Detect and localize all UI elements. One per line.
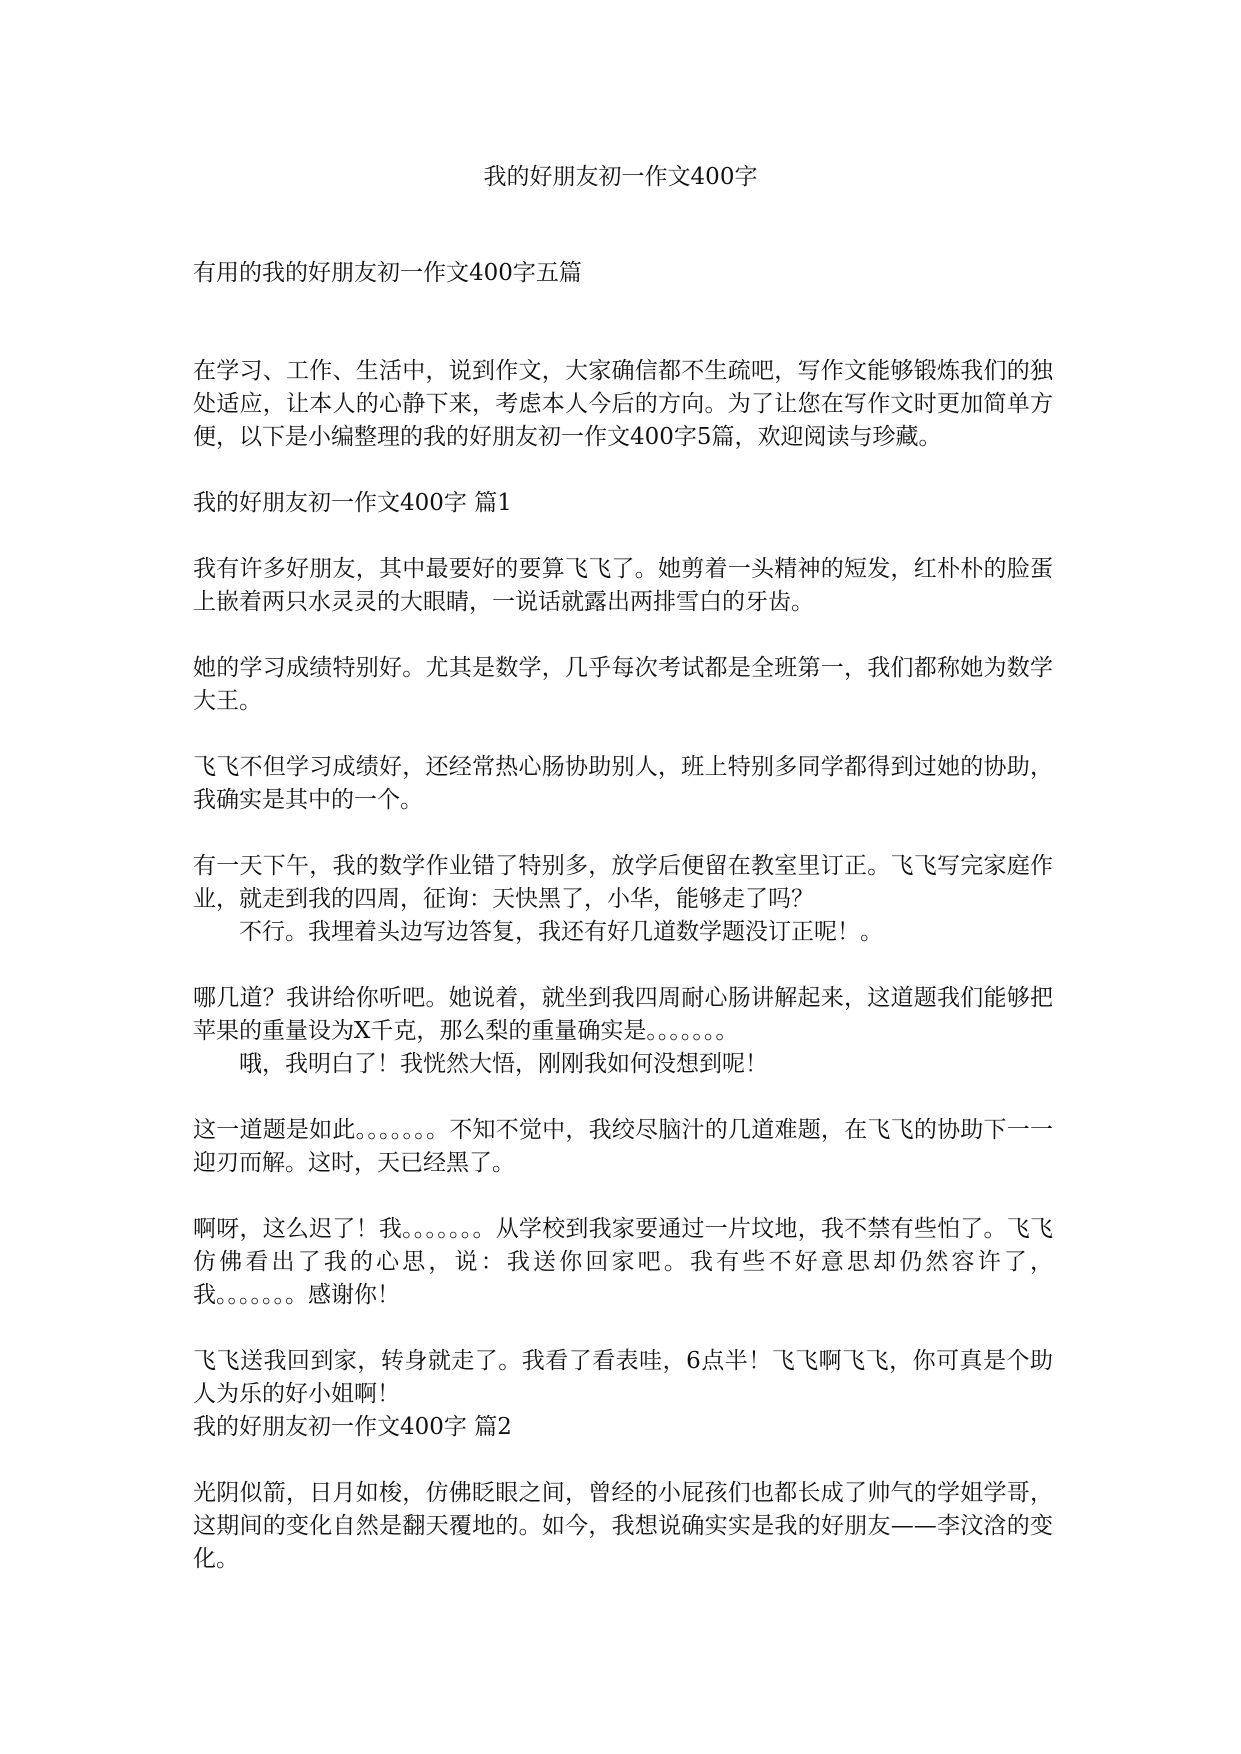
essay1-paragraph: 她的学习成绩特别好。尤其是数学，几乎每次考试都是全班第一，我们都称她为数学大王。: [193, 655, 1053, 714]
document-body: [193, 355, 1053, 1576]
document-subtitle: 有用的我的好朋友初一作文400字五篇: [193, 260, 582, 286]
essay2-paragraph: 光阴似箭，日月如梭，仿佛眨眼之间，曾经的小屁孩们也都长成了帅气的学姐学哥，这期间的变化自然是翻天覆地的。如今，我想说确实实是我的好朋友——李汶浛的变化。: [193, 1480, 1053, 1572]
essay1-paragraph: 哪几道？我讲给你听吧。她说着，就坐到我四周耐心肠讲解起来，这道题我们能够把苹果的重量设为X千克，那么梨的重量确实是。。。。。。。: [193, 985, 1053, 1044]
document-title: 我的好朋友初一作文400字: [483, 164, 758, 190]
essay1-paragraph: 有一天下午，我的数学作业错了特别多，放学后便留在教室里订正。飞飞写完家庭作业，就走到我的四周，征询：天快黑了，小华，能够走了吗？: [193, 853, 1053, 912]
essay1-paragraph: 我有许多好朋友，其中最要好的要算飞飞了。她剪着一头精神的短发，红朴朴的脸蛋上嵌着两只水灵灵的大眼睛，一说话就露出两排雪白的牙齿。: [193, 556, 1053, 615]
essay1-paragraph: 飞飞送我回到家，转身就走了。我看了看表哇，6点半！飞飞啊飞飞，你可真是个助人为乐的好小姐啊！: [193, 1348, 1053, 1407]
essay1-paragraph: 啊呀，这么迟了！我。。。。。。。从学校到我家要通过一片坟地，我不禁有些怕了。飞飞仿佛看出了我的心思，说：我送你回家吧。我有些不好意思却仍然容许了，我。。。。。。。感谢你！: [193, 1216, 1053, 1308]
essay1-paragraph: 不行。我埋着头边写边答复，我还有好几道数学题没订正呢！。: [239, 919, 883, 945]
essay1-paragraph: 飞飞不但学习成绩好，还经常热心肠协助别人，班上特别多同学都得到过她的协助，我确实是其中的一个。: [193, 754, 1053, 813]
essay1-paragraph: 哦，我明白了！我恍然大悟，刚刚我如何没想到呢！: [239, 1051, 768, 1077]
essay1-paragraph: 这一道题是如此。。。。。。。不知不觉中，我绞尽脑汁的几道难题，在飞飞的协助下一一迎刃而解。这时，天已经黑了。: [193, 1117, 1053, 1176]
essay2-heading: 我的好朋友初一作文400字 篇2: [193, 1414, 512, 1440]
intro-paragraph: 在学习、工作、生活中，说到作文，大家确信都不生疏吧，写作文能够锻炼我们的独处适应，让本人的心静下来，考虑本人今后的方向。为了让您在写作文时更加简单方便，以下是小编整理的我的好朋友初一作文400字5篇，欢迎阅读与珍藏。: [193, 358, 1053, 450]
essay1-heading: 我的好朋友初一作文400字 篇1: [193, 490, 512, 516]
